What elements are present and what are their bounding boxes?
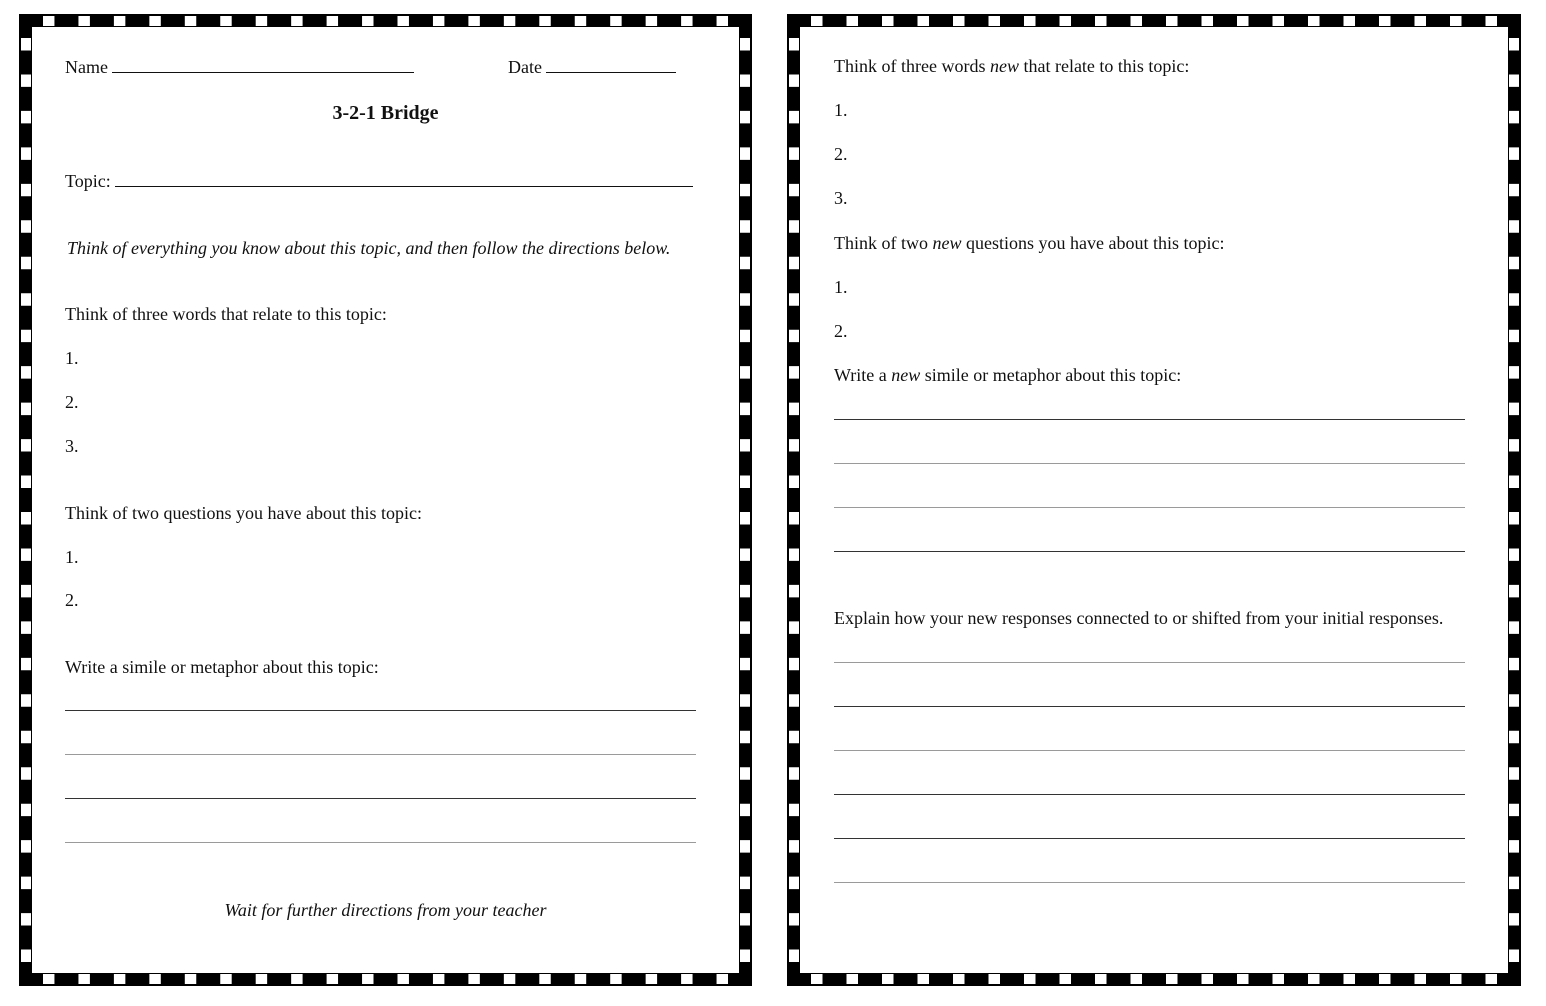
answer-line[interactable] bbox=[834, 507, 1465, 508]
answer-line[interactable] bbox=[834, 662, 1465, 663]
date-field[interactable] bbox=[508, 56, 676, 78]
topic-blank[interactable] bbox=[115, 172, 693, 187]
new-words-prompt bbox=[834, 55, 1189, 77]
answer-line[interactable] bbox=[65, 798, 696, 799]
date-blank[interactable] bbox=[546, 58, 676, 73]
word-number-1: 1. bbox=[65, 348, 79, 368]
topic-field[interactable] bbox=[65, 170, 693, 192]
worksheet-page-left bbox=[19, 14, 752, 986]
new-word-number-3: 3. bbox=[834, 188, 848, 208]
words-prompt: Think of three words that relate to this topic: bbox=[65, 304, 387, 324]
name-field[interactable] bbox=[65, 56, 414, 78]
new-questions-prompt bbox=[834, 232, 1224, 254]
new-simile-prompt bbox=[834, 364, 1181, 386]
answer-line[interactable] bbox=[834, 463, 1465, 464]
footer-note: Wait for further directions from your teacher bbox=[224, 900, 547, 920]
new-question-number-1: 1. bbox=[834, 277, 848, 297]
page-title: 3-2-1 Bridge bbox=[332, 102, 439, 124]
instruction-text: Think of everything you know about this topic, and then follow the directions below. bbox=[67, 238, 671, 258]
emphasis-text: new bbox=[989, 56, 1019, 76]
answer-line[interactable] bbox=[834, 794, 1465, 795]
name-blank[interactable] bbox=[112, 58, 414, 73]
prompt-text: Think of three words bbox=[834, 56, 986, 76]
answer-line[interactable] bbox=[834, 551, 1465, 552]
emphasis-text: new bbox=[891, 365, 921, 385]
question-number-2: 2. bbox=[65, 590, 79, 610]
topic-label: Topic: bbox=[65, 171, 111, 191]
prompt-text: Think of two bbox=[834, 233, 928, 253]
new-word-number-1: 1. bbox=[834, 100, 848, 120]
prompt-text: that relate to this topic: bbox=[1023, 56, 1190, 76]
prompt-text: questions you have about this topic: bbox=[966, 233, 1225, 253]
answer-line[interactable] bbox=[65, 754, 696, 755]
answer-line[interactable] bbox=[65, 842, 696, 843]
answer-line[interactable] bbox=[834, 419, 1465, 420]
explain-prompt: Explain how your new responses connected to or shifted from your initial responses. bbox=[834, 608, 1444, 628]
question-number-1: 1. bbox=[65, 547, 79, 567]
prompt-text: simile or metaphor about this topic: bbox=[924, 365, 1182, 385]
new-question-number-2: 2. bbox=[834, 321, 848, 341]
answer-line[interactable] bbox=[65, 710, 696, 711]
word-number-3: 3. bbox=[65, 436, 79, 456]
answer-line[interactable] bbox=[834, 882, 1465, 883]
date-label: Date bbox=[508, 57, 542, 77]
answer-line[interactable] bbox=[834, 838, 1465, 839]
emphasis-text: new bbox=[932, 233, 962, 253]
new-word-number-2: 2. bbox=[834, 144, 848, 164]
answer-line[interactable] bbox=[834, 706, 1465, 707]
name-label: Name bbox=[65, 57, 108, 77]
questions-prompt: Think of two questions you have about this topic: bbox=[65, 503, 422, 523]
worksheet-page-right bbox=[787, 14, 1521, 986]
word-number-2: 2. bbox=[65, 392, 79, 412]
simile-prompt: Write a simile or metaphor about this topic: bbox=[65, 657, 379, 677]
answer-line[interactable] bbox=[834, 750, 1465, 751]
prompt-text: Write a bbox=[834, 365, 887, 385]
